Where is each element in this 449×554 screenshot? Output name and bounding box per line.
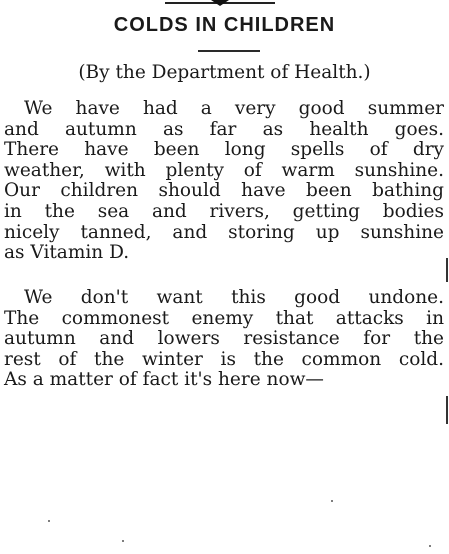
text-line: autumn and lowers resistance for the xyxy=(4,328,444,350)
text-line: We have had a very good summer xyxy=(24,98,444,119)
text-line: nicely tanned, and storing up sunshine xyxy=(4,221,444,243)
article-byline: (By the Department of Health.) xyxy=(78,62,371,83)
print-speck xyxy=(331,500,333,502)
text-line: as Vitamin D. xyxy=(4,242,130,264)
text-line: The commonest enemy that attacks in xyxy=(4,307,444,329)
print-speck xyxy=(122,540,124,542)
text-line: weather, with plenty of warm sunshine. xyxy=(4,159,444,181)
text-line: Our children should have been bathing xyxy=(4,180,444,202)
paragraph-2 xyxy=(4,288,444,391)
article-title: COLDS IN CHILDREN xyxy=(113,14,336,36)
margin-mark xyxy=(446,396,448,424)
print-speck xyxy=(48,520,50,522)
text-line: We don't want this good undone. xyxy=(24,287,444,308)
margin-mark xyxy=(446,258,448,282)
text-line: and autumn as far as health goes. xyxy=(4,118,444,140)
text-line: As a matter of fact it's here now— xyxy=(4,369,324,391)
print-speck xyxy=(429,545,431,547)
text-line: There have been long spells of dry xyxy=(4,139,444,161)
text-line: rest of the winter is the common cold. xyxy=(4,348,444,370)
text-line: in the sea and rivers, getting bodies xyxy=(4,200,444,222)
paragraph-1 xyxy=(4,99,444,264)
ornament-icon xyxy=(165,0,275,6)
title-divider xyxy=(198,50,260,52)
